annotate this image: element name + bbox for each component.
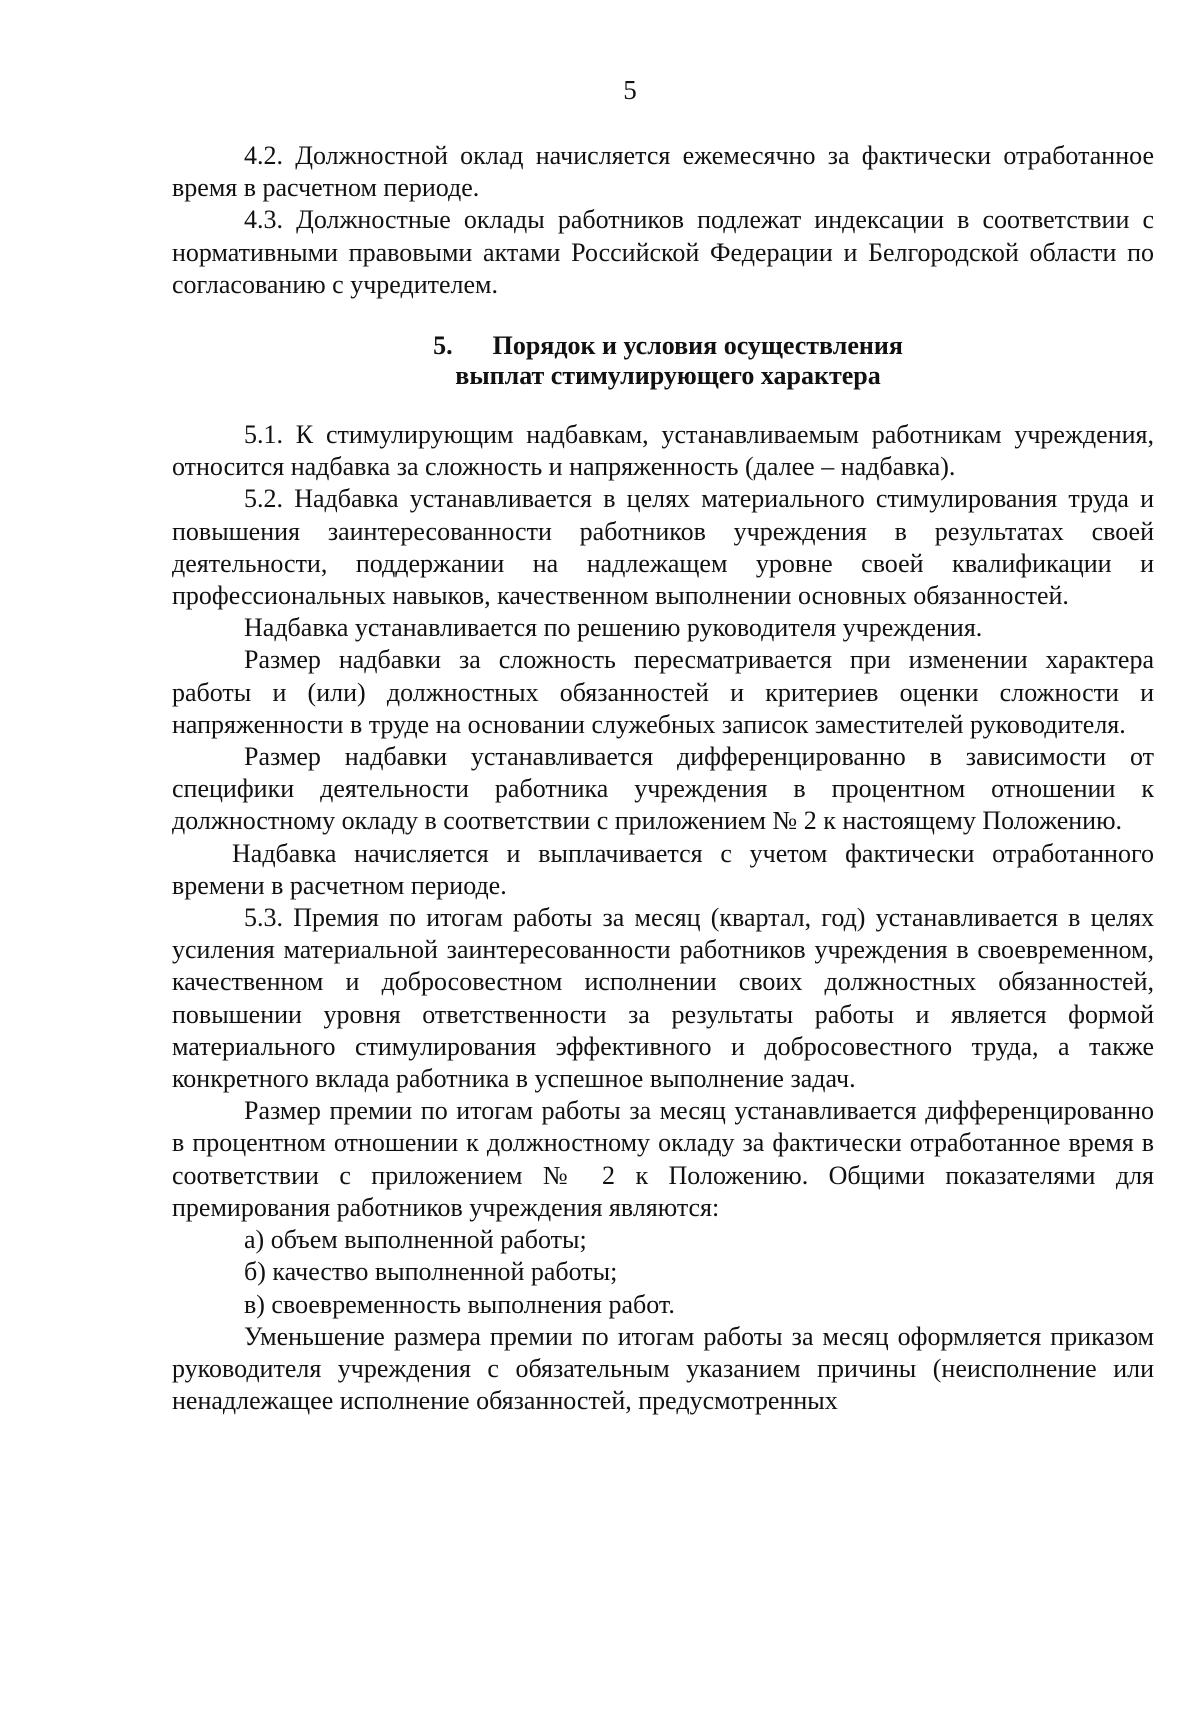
paragraph-5-2: 5.2. Надбавка устанавливается в целях материального стимулирования труда и повышения заинтересованности работников учреждения в результатах своей деятельности, поддержании на надлежащем уровне своей квалификации и профессиональных навыков, качественном выполнении основных обязанностей. xyxy=(172,484,1154,611)
paragraph-5-1: 5.1. К стимулирующим надбавкам, устанавливаемым работникам учреждения, относится надбавка за сложность и напряженность (далее – надбавка). xyxy=(172,420,1154,482)
paragraph-revision: Размер надбавки за сложность пересматривается при изменении характера работы и (или) должностных обязанностей и критериев оценки сложности и напряженности в труде на основании служебных записок заместителей руководителя. xyxy=(172,645,1154,739)
section-5-heading xyxy=(172,331,1154,391)
paragraph-premium-size: Размер премии по итогам работы за месяц устанавливается дифференцированно в процентном отношении к должностному окладу за фактически отработанное время в соответствии с приложением № 2 к Положению. Общими показателями для премирования работников учреждения являются: xyxy=(172,1096,1154,1222)
paragraph-4-2: 4.2. Должностной оклад начисляется ежемесячно за фактически отработанное время в расчетном периоде. xyxy=(172,141,1154,203)
paragraph-decision: Надбавка устанавливается по решению руководителя учреждения. xyxy=(244,613,983,643)
document-body xyxy=(172,140,1154,1417)
paragraph-accrual: Надбавка начисляется и выплачивается с учетом фактически отработанного времени в расчетном периоде. xyxy=(172,838,1154,900)
section-5-heading-line1: Порядок и условия осуществления xyxy=(492,331,903,361)
list-item: а) объем выполненной работы; xyxy=(244,1225,587,1255)
list-item: б) качество выполненной работы; xyxy=(244,1257,618,1287)
paragraph-reduction: Уменьшение размера премии по итогам работы за месяц оформляется приказом руководителя учреждения с обязательным указанием причины (неисполнение или ненадлежащее исполнение обязанностей, предусмотренных xyxy=(172,1321,1154,1416)
page-number: 5 xyxy=(623,75,637,105)
list-item: в) своевременность выполнения работ. xyxy=(244,1289,675,1319)
section-5-heading-line2: выплат стимулирующего характера xyxy=(455,361,881,391)
paragraph-5-3: 5.3. Премия по итогам работы за месяц (квартал, год) устанавливается в целях усиления материальной заинтересованности работников учреждения в своевременном, качественном и добросовестном исполнении своих должностных обязанностей, повышении уровня ответственности за результаты работы и является формой материального стимулирования эффективного и добросовестного труда, а также конкретного вклада работника в успешное выполнение задач. xyxy=(172,903,1154,1094)
paragraph-size: Размер надбавки устанавливается дифференцированно в зависимости от специфики деятельности работника учреждения в процентном отношении к должностному окладу в соответствии с приложением № 2 к настоящему Положению. xyxy=(172,742,1154,836)
paragraph-4-3: 4.3. Должностные оклады работников подлежат индексации в соответствии с нормативными правовыми актами Российской Федерации и Белгородской области по согласованию с учредителем. xyxy=(172,205,1154,299)
section-5-heading-number: 5. xyxy=(433,331,453,361)
